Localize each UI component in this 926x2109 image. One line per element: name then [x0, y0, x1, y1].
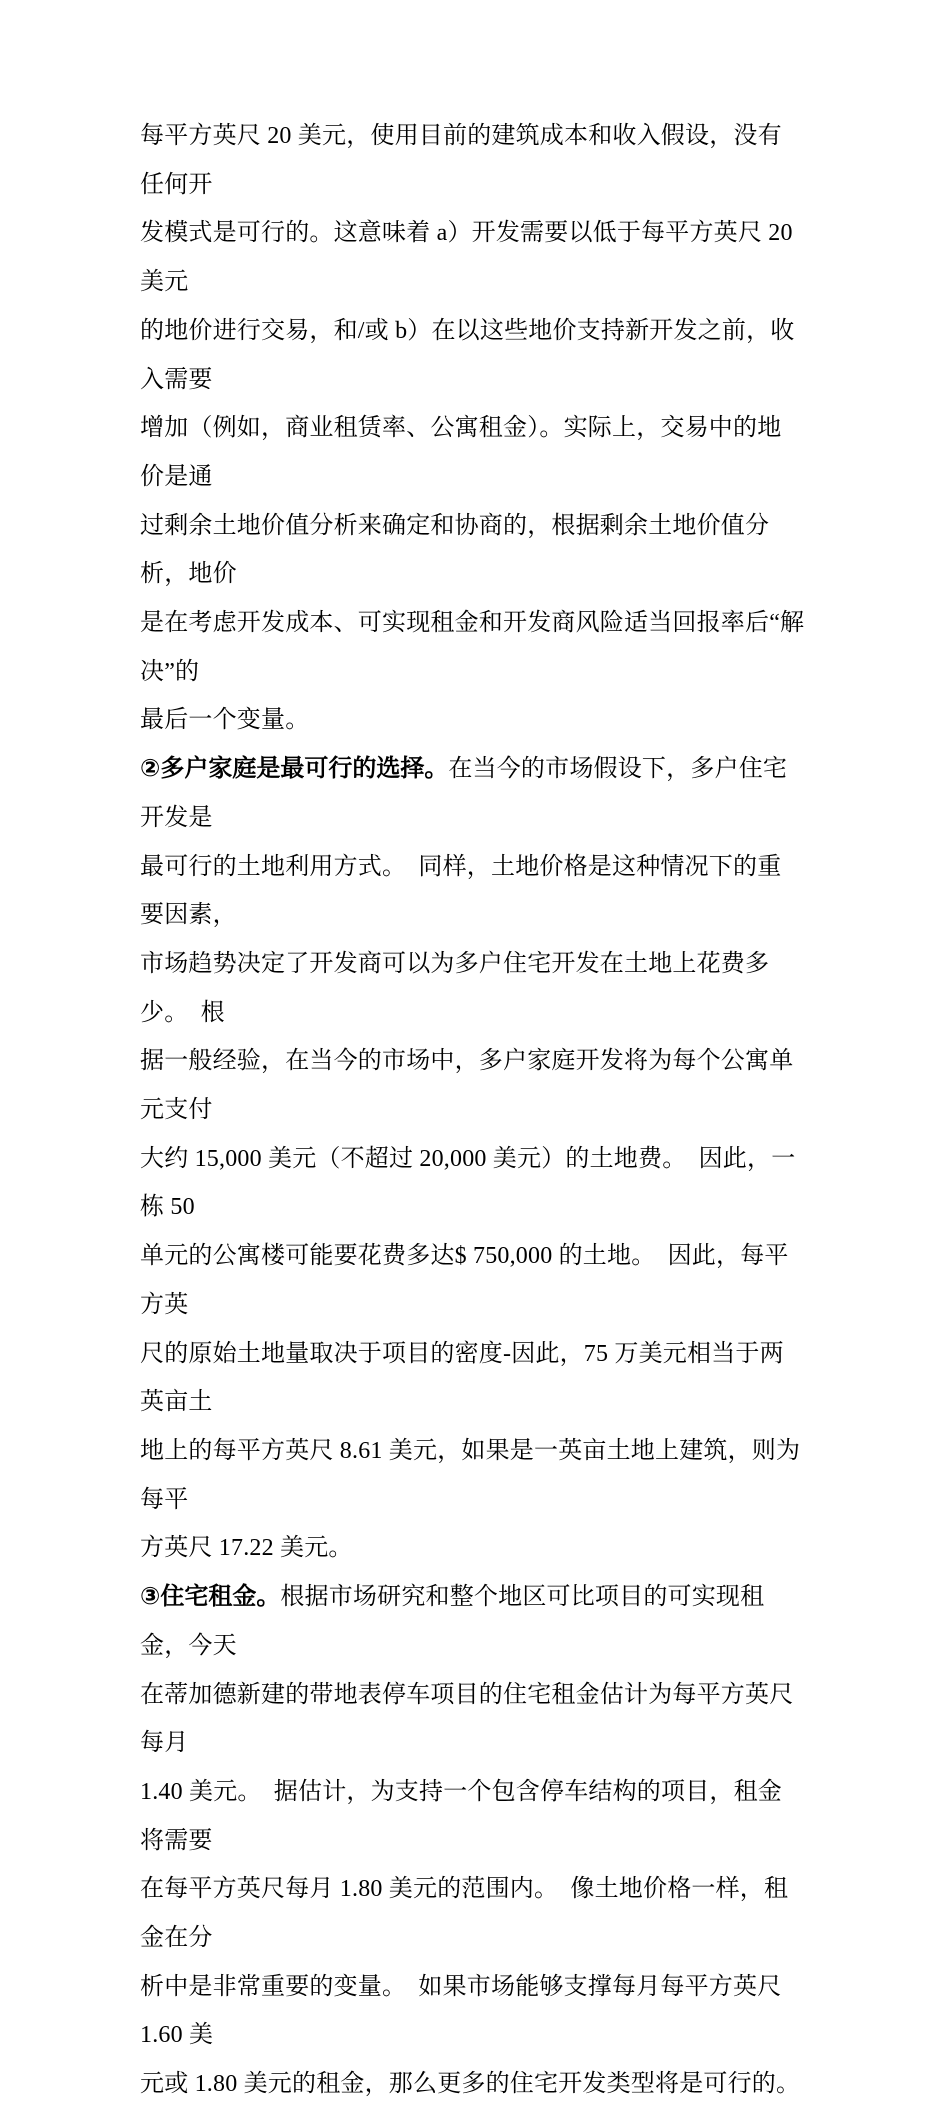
paragraph-lead-bold: ②多户家庭是最可行的选择。 [140, 755, 449, 783]
text-line [140, 1671, 805, 1768]
text-segment: 地上的每平方英尺 8.61 美元，如果是一英亩土地上建筑，则为每平 [140, 1437, 801, 1513]
text-segment: 元或 1.80 美元的租金，那么更多的住宅开发类型将是可行的。 [140, 2071, 801, 2098]
paragraph-land-price-feasibility-continued [140, 112, 805, 745]
text-line [140, 404, 805, 501]
text-line [140, 502, 805, 599]
text-segment: 方英尺 17.22 美元。 [140, 1535, 353, 1562]
text-line [140, 1768, 805, 1865]
paragraph-lead-bold: ③住宅租金。 [140, 1583, 281, 1611]
paragraph-residential-rent [140, 1573, 805, 2109]
paragraph-multifamily-most-viable-option [140, 745, 805, 1573]
text-segment: 大约 15,000 美元（不超过 20,000 美元）的土地费。 因此，一栋 50 [140, 1145, 796, 1221]
text-line [140, 696, 805, 745]
text-segment: 的地价进行交易，和/或 b）在以这些地价支持新开发之前，收入需要 [140, 317, 795, 393]
text-segment: 尺的原始土地量取决于项目的密度-因此，75 万美元相当于两英亩土 [140, 1340, 784, 1416]
text-segment: 最后一个变量。 [140, 707, 310, 734]
text-line [140, 843, 805, 940]
text-segment: 在蒂加德新建的带地表停车项目的住宅租金估计为每平方英尺每月 [140, 1681, 794, 1757]
text-segment: 1.40 美元。 据估计，为支持一个包含停车结构的项目，租金将需要 [140, 1778, 782, 1854]
text-segment: 增加（例如，商业租赁率、公寓租金）。实际上，交易中的地价是通 [140, 415, 782, 490]
text-line [140, 112, 805, 209]
document-text [140, 112, 805, 2109]
text-line [140, 1330, 805, 1427]
text-segment: 每平方英尺 20 美元，使用目前的建筑成本和收入假设，没有任何开 [140, 123, 782, 198]
text-segment: 单元的公寓楼可能要花费多达$ 750,000 的土地。 因此，每平方英 [140, 1243, 789, 1318]
text-segment: 最可行的土地利用方式。 同样，土地价格是这种情况下的重要因素， [140, 853, 782, 929]
text-line [140, 1963, 805, 2060]
text-line [140, 2060, 805, 2109]
text-segment: 在当今的市场假设下，多户住宅开发是 [140, 756, 788, 831]
text-line [140, 1524, 805, 1573]
text-line [140, 599, 805, 696]
text-segment: 在每平方英尺每月 1.80 美元的范围内。 像土地价格一样，租金在分 [140, 1876, 789, 1952]
text-line [140, 1573, 805, 1670]
text-segment: 过剩余土地价值分析来确定和协商的，根据剩余土地价值分析，地价 [140, 512, 770, 588]
text-line [140, 1037, 805, 1134]
text-line [140, 745, 805, 842]
text-segment: 据一般经验，在当今的市场中，多户家庭开发将为每个公寓单元支付 [140, 1048, 794, 1124]
text-line [140, 307, 805, 404]
text-line [140, 1427, 805, 1524]
text-segment: 根据市场研究和整个地区可比项目的可实现租金，今天 [140, 1584, 765, 1659]
text-segment: 市场趋势决定了开发商可以为多户住宅开发在土地上花费多少。 根 [140, 950, 770, 1026]
text-line [140, 1135, 805, 1232]
text-line [140, 940, 805, 1037]
text-line [140, 1865, 805, 1962]
text-line [140, 1232, 805, 1329]
text-line [140, 209, 805, 306]
text-segment: 析中是非常重要的变量。 如果市场能够支撑每月每平方英尺 1.60 美 [140, 1973, 788, 2049]
text-segment: 发模式是可行的。这意味着 a）开发需要以低于每平方英尺 20 美元 [140, 220, 799, 296]
text-segment: 是在考虑开发成本、可实现租金和开发商风险适当回报率后“解决”的 [140, 610, 805, 685]
